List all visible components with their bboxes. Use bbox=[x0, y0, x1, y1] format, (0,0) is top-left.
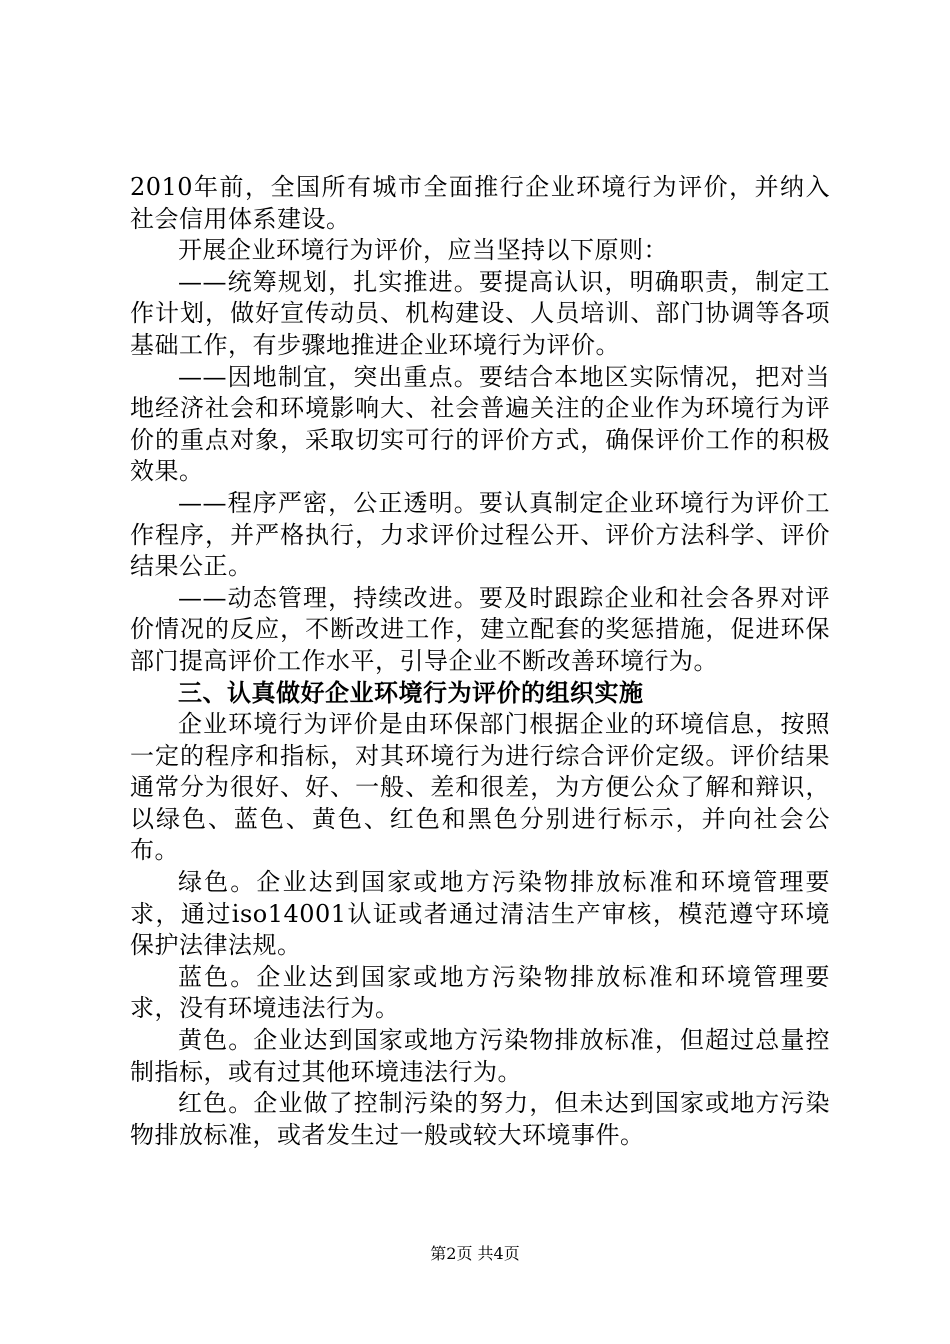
paragraph-principle-procedure: ——程序严密，公正透明。要认真制定企业环境行为评价工作程序，并严格执行，力求评价过程公开、评价方法科学、评价结果公正。 bbox=[130, 488, 830, 581]
paragraph-red-rating: 红色。企业做了控制污染的努力，但未达到国家或地方污染物排放标准，或者发生过一般或较大环境事件。 bbox=[130, 1089, 830, 1149]
paragraph-principle-local: ——因地制宜，突出重点。要结合本地区实际情况，把对当地经济社会和环境影响大、社会普遍关注的企业作为环境行为评价的重点对象，采取切实可行的评价方式，确保评价工作的积极效果。 bbox=[130, 362, 830, 486]
paragraph-principle-planning: ——统筹规划，扎实推进。要提高认识，明确职责，制定工作计划，做好宣传动员、机构建设、人员培训、部门协调等各项基础工作，有步骤地推进企业环境行为评价。 bbox=[130, 267, 830, 359]
paragraph-yellow-rating: 黄色。企业达到国家或地方污染物排放标准，但超过总量控制指标，或有过其他环境违法行为。 bbox=[130, 1026, 830, 1086]
paragraph-principles-intro: 开展企业环境行为评价，应当坚持以下原则： bbox=[178, 236, 668, 265]
paragraph-blue-rating: 蓝色。企业达到国家或地方污染物排放标准和环境管理要求，没有环境违法行为。 bbox=[130, 962, 830, 1023]
paragraph-principle-dynamic: ——动态管理，持续改进。要及时跟踪企业和社会各界对评价情况的反应，不断改进工作，建立配套的奖惩措施，促进环保部门提高评价工作水平，引导企业不断改善环境行为。 bbox=[130, 583, 830, 675]
paragraph-policy-goal: 2010年前，全国所有城市全面推行企业环境行为评价，并纳入社会信用体系建设。 bbox=[130, 173, 830, 233]
paragraph-green-rating: 绿色。企业达到国家或地方污染物排放标准和环境管理要求，通过iso14001认证或者通过清洁生产审核，模范遵守环境保护法律法规。 bbox=[130, 868, 830, 960]
page-footer: 第2页 共4页 bbox=[430, 1244, 520, 1263]
paragraph-evaluation-overview: 企业环境行为评价是由环保部门根据企业的环境信息，按照一定的程序和指标，对其环境行为进行综合评价定级。评价结果通常分为很好、好、一般、差和很差，为方便公众了解和辩识，以绿色、蓝色、黄色、红色和黑色分别进行标示，并向社会公布。 bbox=[130, 710, 830, 865]
document-body bbox=[130, 172, 830, 1151]
section-heading: 三、认真做好企业环境行为评价的组织实施 bbox=[178, 678, 644, 707]
